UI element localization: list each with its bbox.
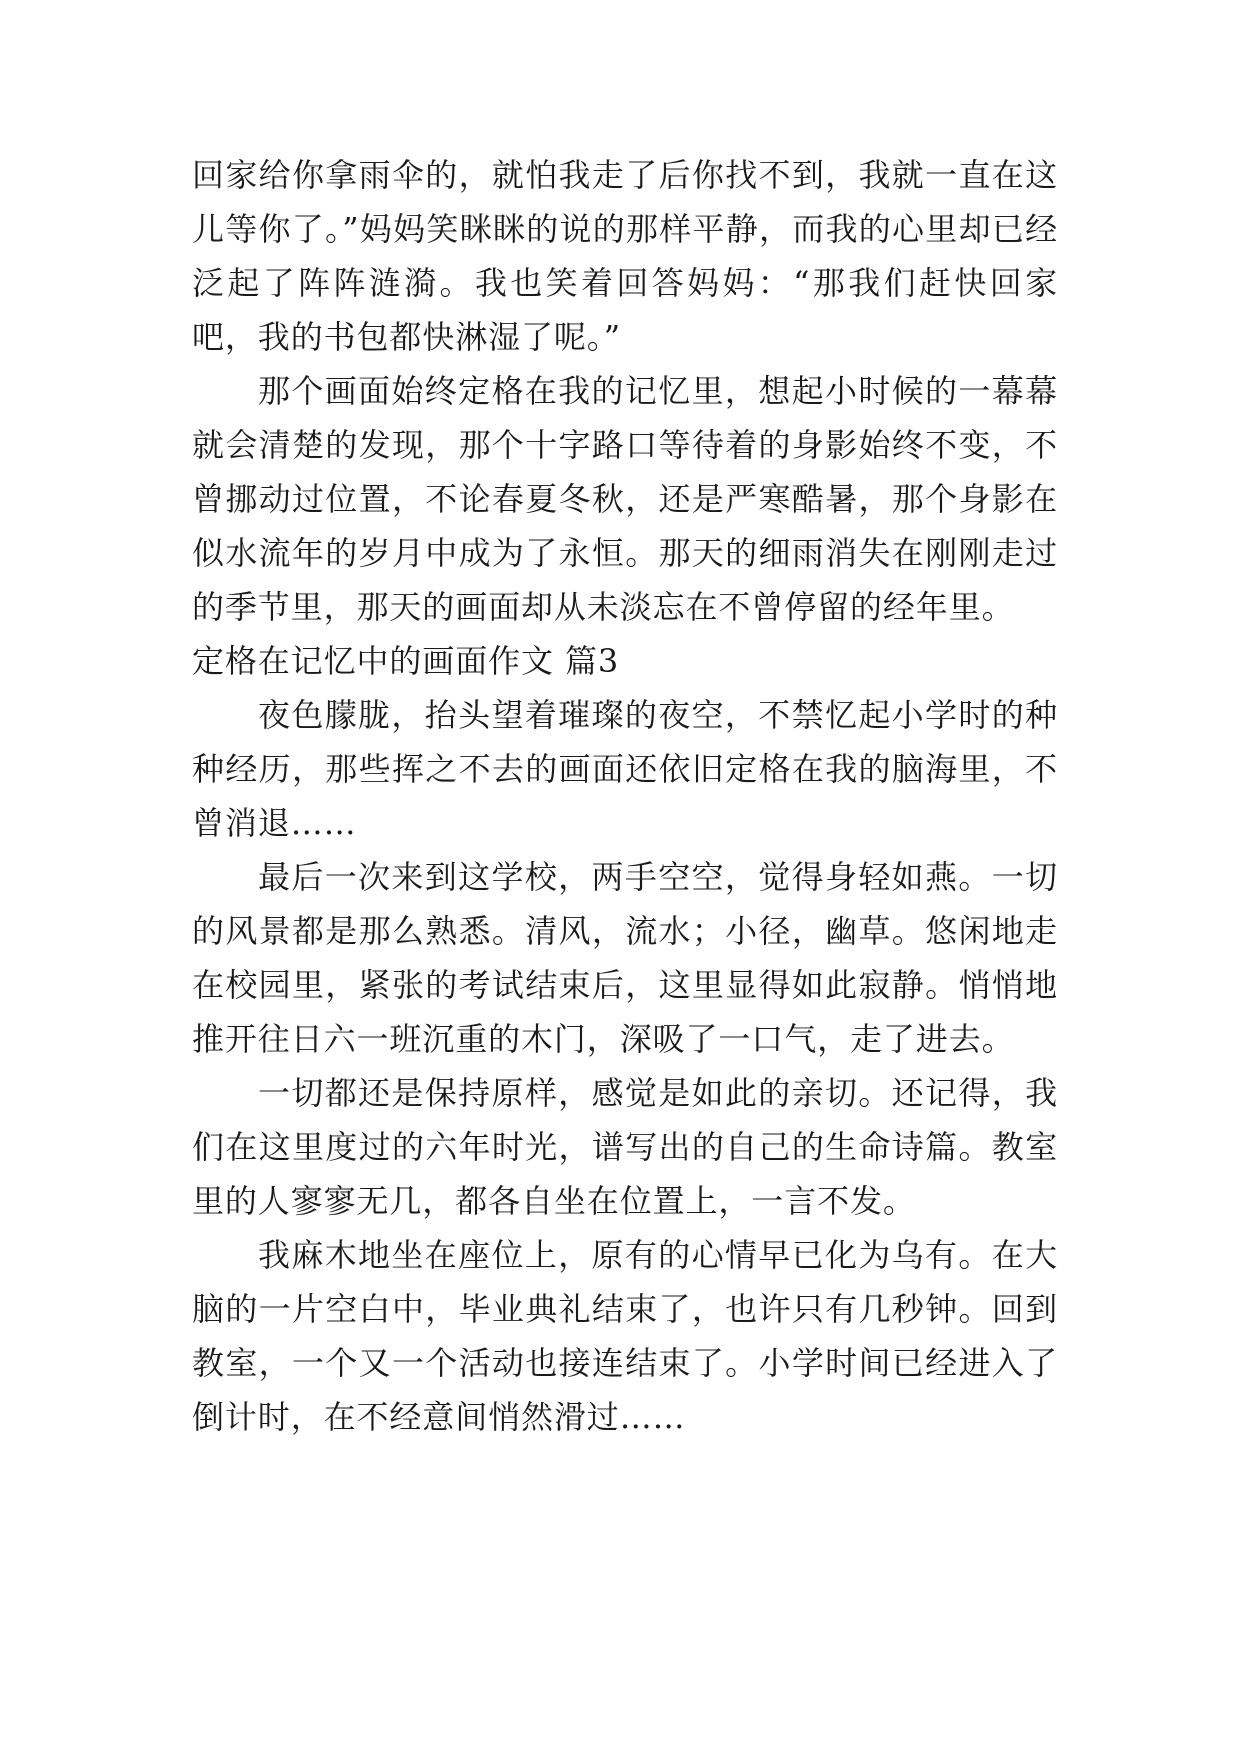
paragraph: 那个画面始终定格在我的记忆里，想起小时候的一幕幕就会清楚的发现，那个十字路口等待着的身影始终不变，不曾挪动过位置，不论春夏冬秋，还是严寒酷暑，那个身影在似水流年的岁月中成为了永恒。那天的细雨消失在刚刚走过的季节里，那天的画面却从未淡忘在不曾停留的经年里。 [192,372,1058,626]
document-body [192,148,1058,1444]
section-heading: 定格在记忆中的画面作文 篇3 [192,642,620,680]
paragraph: 夜色朦胧，抬头望着璀璨的夜空，不禁忆起小学时的种种经历，那些挥之不去的画面还依旧定格在我的脑海里，不曾消退…… [192,696,1058,842]
paragraph: 最后一次来到这学校，两手空空，觉得身轻如燕。一切的风景都是那么熟悉。清风，流水；小径，幽草。悠闲地走在校园里，紧张的考试结束后，这里显得如此寂静。悄悄地推开往日六一班沉重的木门，深吸了一口气，走了进去。 [192,858,1058,1058]
paragraph: 回家给你拿雨伞的，就怕我走了后你找不到，我就一直在这儿等你了。”妈妈笑眯眯的说的那样平静，而我的心里却已经泛起了阵阵涟漪。我也笑着回答妈妈：“那我们赶快回家吧，我的书包都快淋湿了呢。” [192,156,1058,356]
paragraph: 一切都还是保持原样，感觉是如此的亲切。还记得，我们在这里度过的六年时光，谱写出的自己的生命诗篇。教室里的人寥寥无几，都各自坐在位置上，一言不发。 [192,1074,1058,1220]
paragraph: 我麻木地坐在座位上，原有的心情早已化为乌有。在大脑的一片空白中，毕业典礼结束了，也许只有几秒钟。回到教室，一个又一个活动也接连结束了。小学时间已经进入了倒计时，在不经意间悄然滑过…… [192,1236,1058,1436]
